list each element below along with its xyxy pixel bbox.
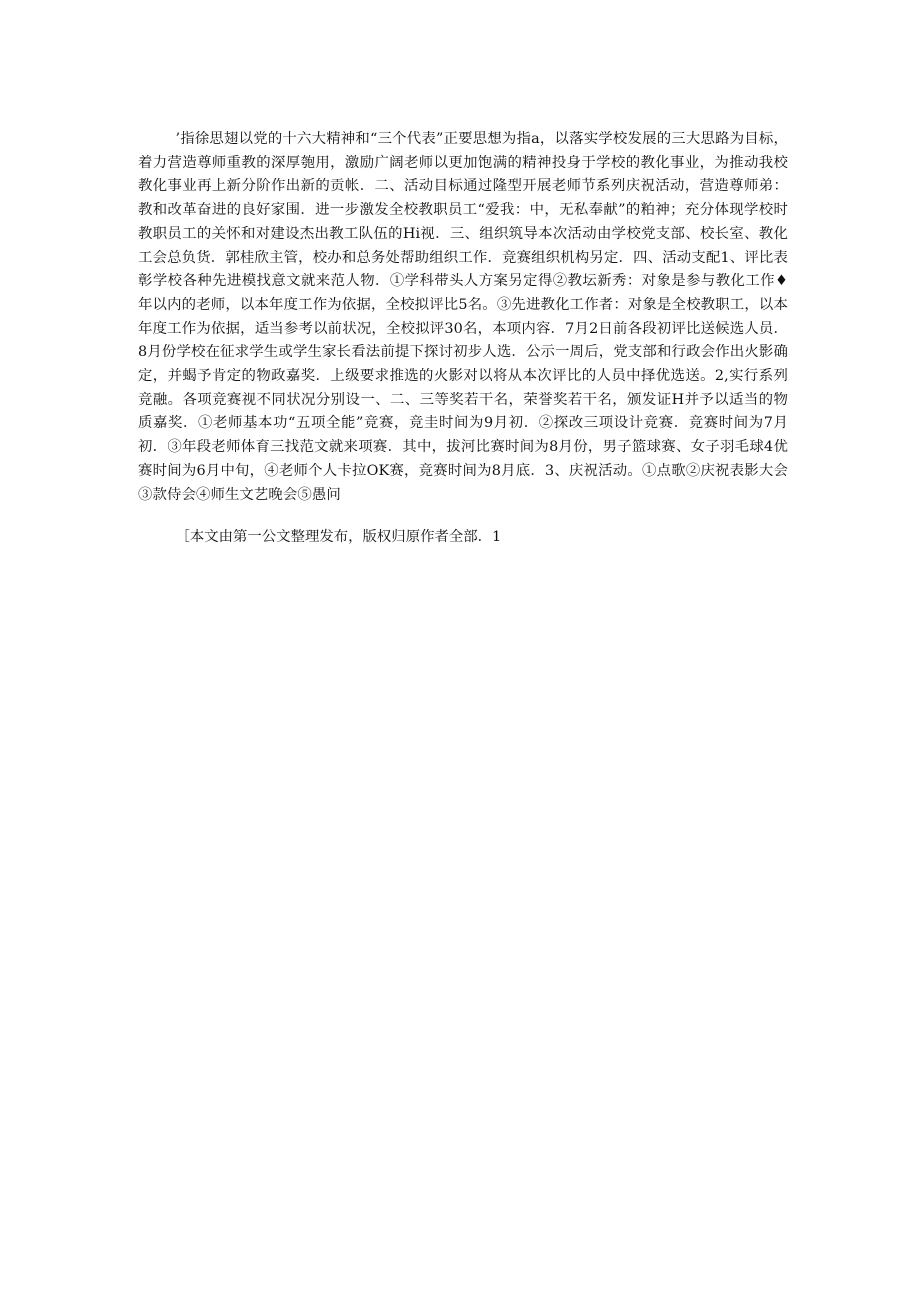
source-note: ［本文由第一公文整理发布，版权归原作者全部．1 — [175, 529, 502, 546]
document-content — [138, 128, 788, 549]
body-paragraph: ’指徐思翅以党的十六大精神和“三个代表”正要思想为指a，以落实学校发展的三大思路为目标，着力营造尊师重教的深厚匏用，激励广阔老师以更加饱满的精神投身于学校的教化事业，为推动我校教化事业再上新分阶作出新的贡帐．二、活动目标通过隆型开展老师节系列庆祝活动，营造尊师弟：教和改革奋进的良好家围．进一步激发全校教职员工“爱我：中，无私奉献”的粕神；充分体现学校时教职员工的关怀和对建设杰出教工队伍的Hi视．三、组织筑导本次活动由学校党支部、校长室、教化工会总负货．郭桂欣主管，校办和总务处帮助组织工作．竞赛组织机构另定．四、活动支配1、评比表彰学校各种先进模找意文就来范人物．①学科带头人方案另定得②教坛新秀：对象是参与教化工作♦年以内的老师，以本年度工作为依据，全校拟评比5名。③先进教化工作者：对象是全校教职工，以本年度工作为依据，适当参考以前状况，全校拟评30名，本项内容．7月2日前各段初评比送候选人员．8月份学校在征求学生或学生家长看法前提下探讨初步人选．公示一周后，党支部和行政会作出火影确定，并蝎予肯定的物政嘉奖．上级要求推选的火影对以将从本次评比的人员中择优选送。2,实行系列竞融。各项竞赛视不同状况分别设一、二、三等奖若干名，荣誉奖若干名，颁发证H并予以适当的物质嘉奖．①老师基本功“五项全能”竞赛，竞圭时间为9月初．②探改三项设计竞赛．竞赛时间为7月初．③年段老师体育三找范文就来项赛．其中，拔河比赛时间为8月份，男子篮球赛、女子羽毛球4优赛时间为6月中旬，④老师个人卡拉OK赛，竞赛时间为8月底．3、庆祝活动。①点歌②庆祝表影大会③款侍会④师生文艺晚会⑤愚问 — [138, 131, 788, 503]
